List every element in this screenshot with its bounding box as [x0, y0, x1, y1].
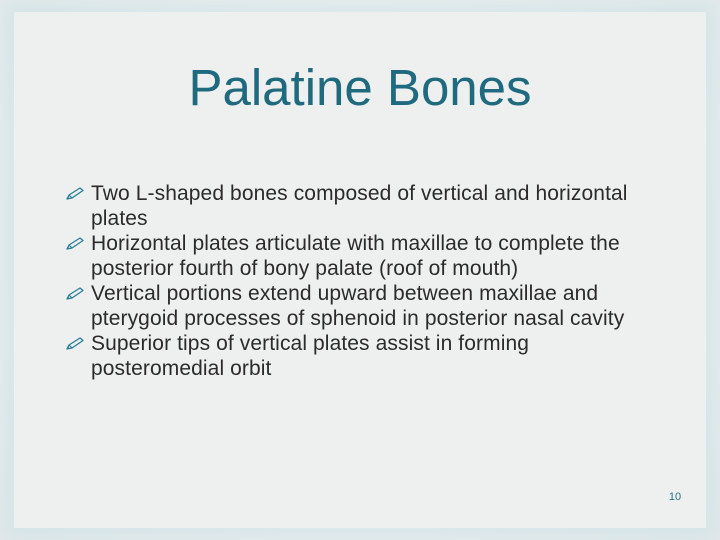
pencil-icon — [66, 287, 86, 301]
pencil-icon — [66, 187, 86, 201]
slide-number: 10 — [668, 491, 682, 503]
list-item — [66, 281, 666, 331]
pencil-icon — [66, 237, 86, 251]
bullet-text: Horizontal plates articulate with maxillae to complete the posterior fourth of bony palate (roof of mouth) — [91, 232, 620, 280]
bullet-text: Vertical portions extend upward between maxillae and pterygoid processes of sphenoid in posterior nasal cavity — [91, 282, 625, 330]
slide-title: Palatine Bones — [188, 59, 532, 116]
list-item — [66, 331, 666, 381]
bullet-list — [66, 181, 666, 381]
list-item — [66, 231, 666, 281]
bullet-text: Two L-shaped bones composed of vertical and horizontal plates — [91, 182, 628, 230]
bullet-text: Superior tips of vertical plates assist in forming posteromedial orbit — [91, 332, 530, 380]
pencil-icon — [66, 337, 86, 351]
list-item — [66, 181, 666, 231]
